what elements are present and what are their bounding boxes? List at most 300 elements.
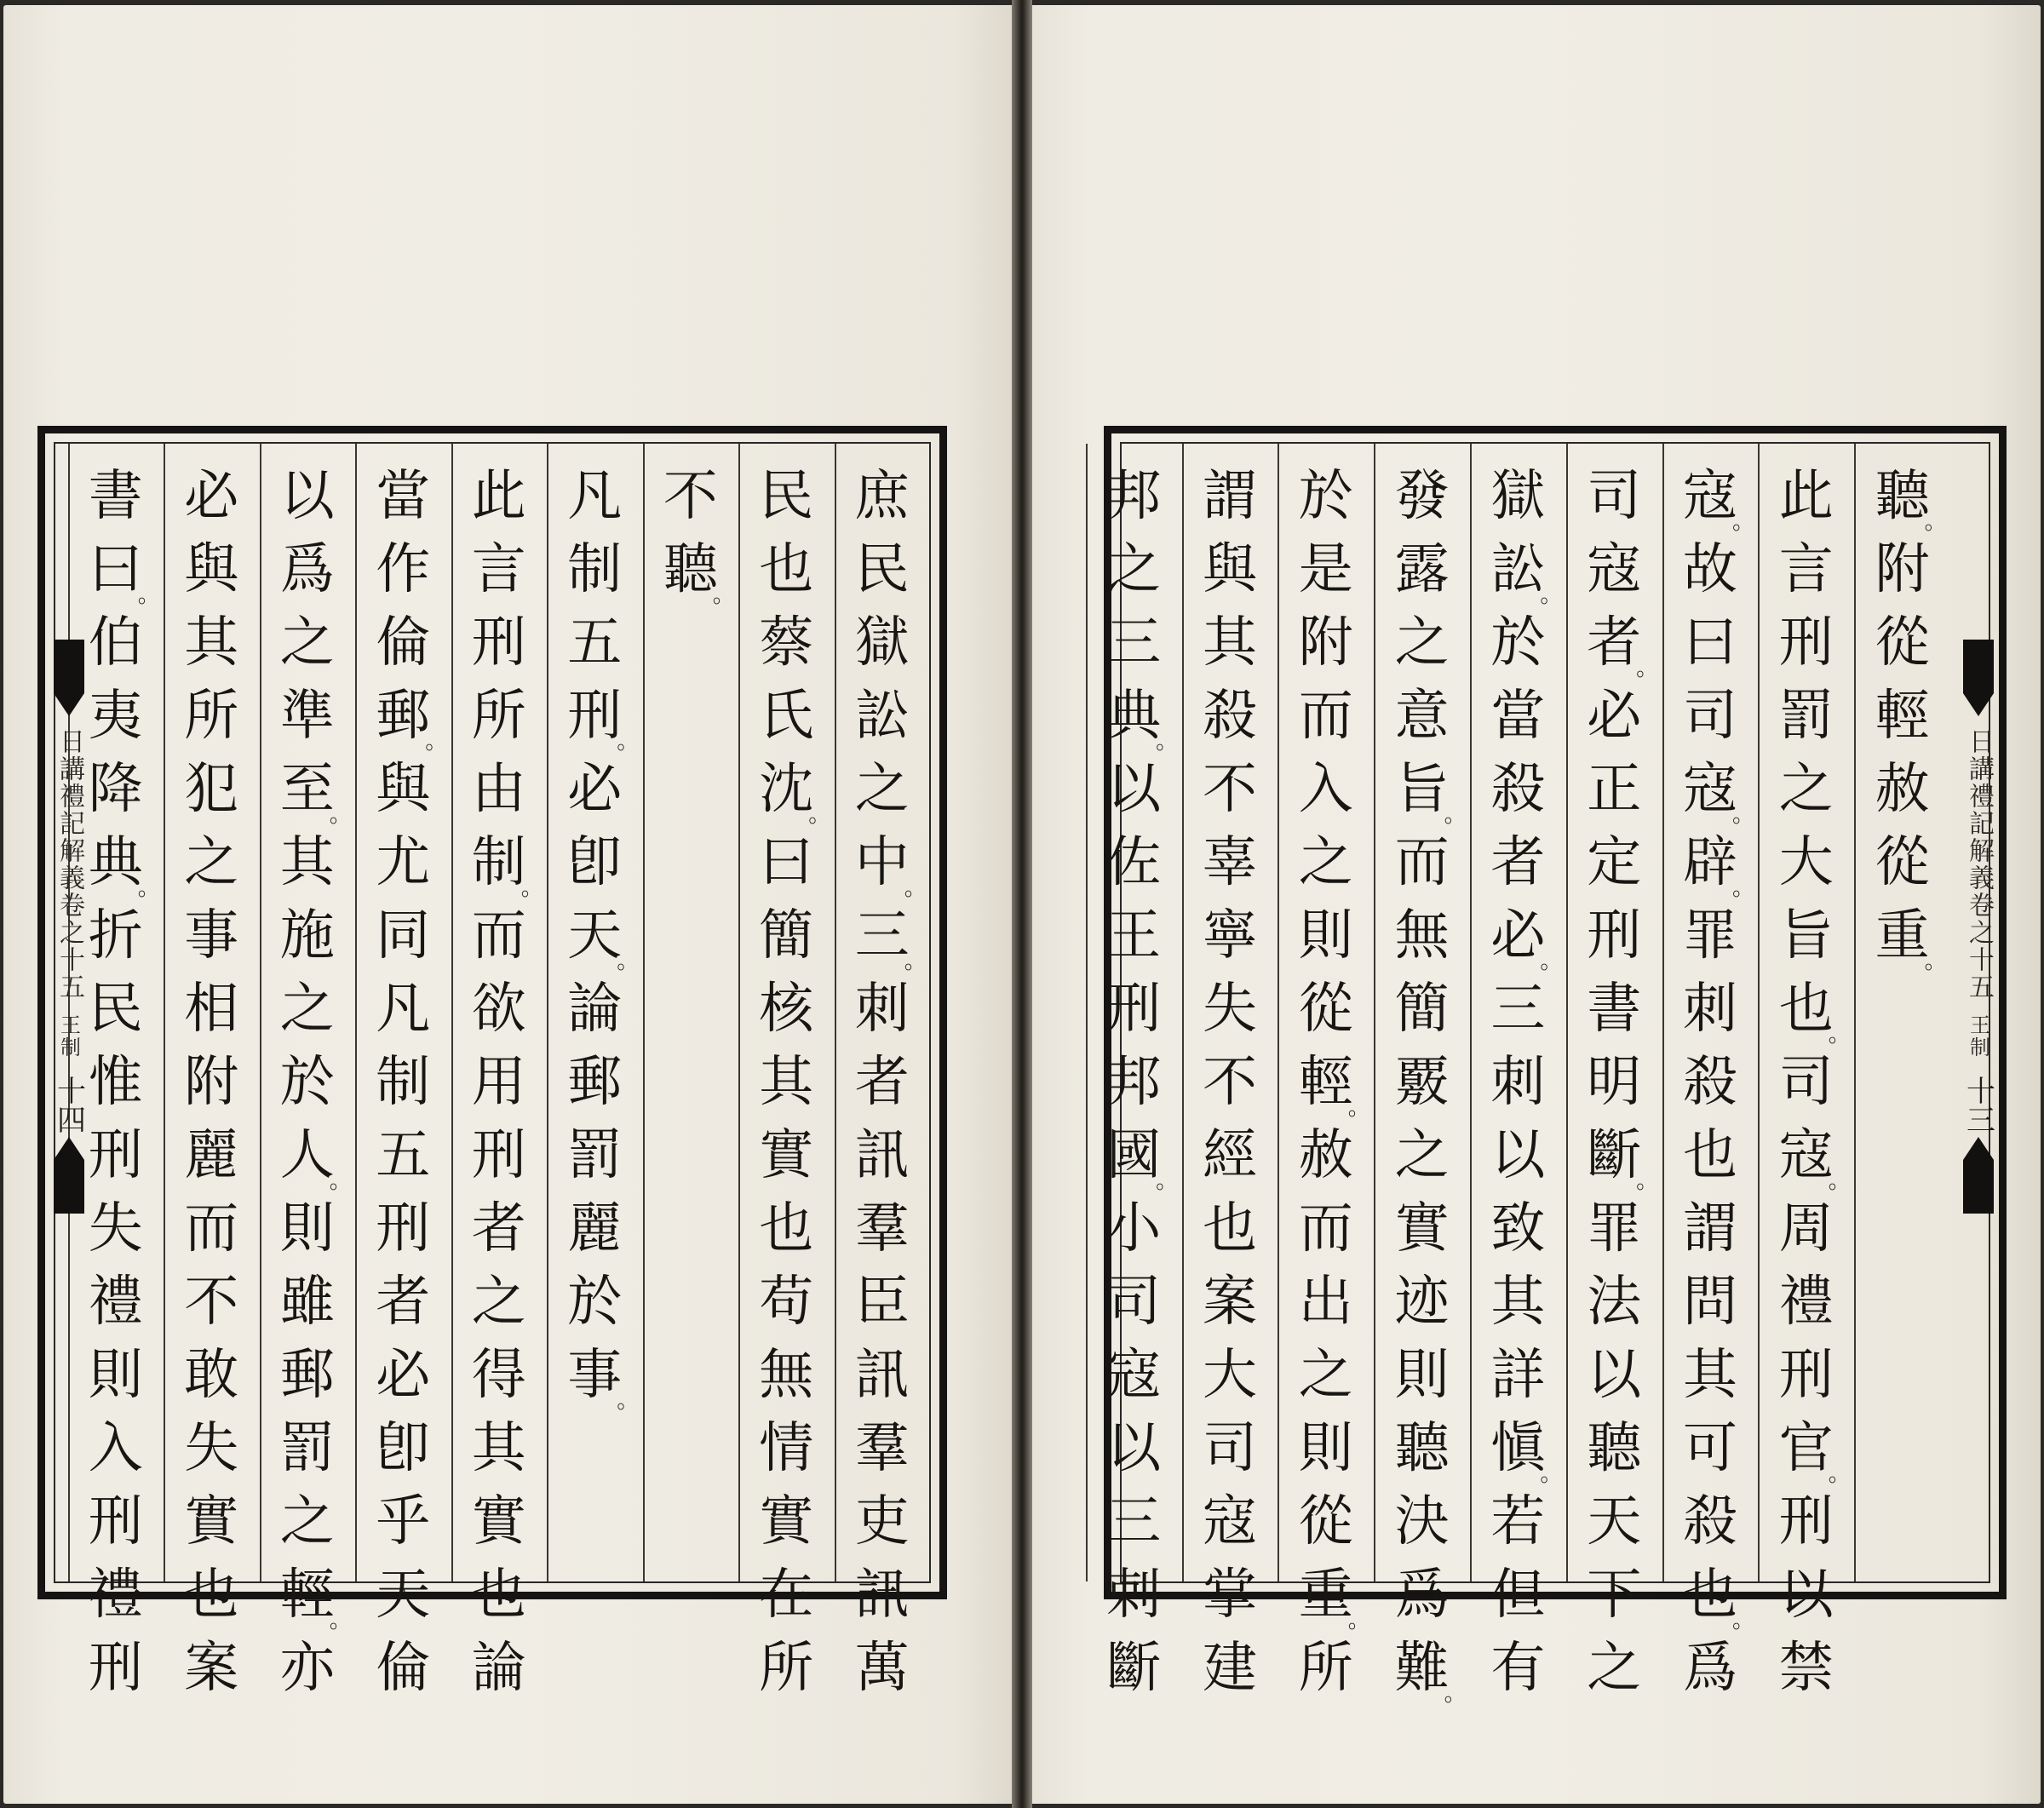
character: 以 (1490, 1124, 1546, 1187)
character: 羣 (854, 1417, 910, 1480)
character: 作 (376, 538, 431, 601)
spine-title: 日講禮記解義卷之十五 (55, 728, 84, 1001)
character: 禮 (88, 1564, 143, 1627)
character: 聽 (1394, 1417, 1450, 1480)
character: 言 (1778, 538, 1834, 601)
character: 於 (279, 1051, 335, 1114)
character: 之 (854, 758, 910, 821)
character: 訟 (854, 685, 910, 748)
punctuation-circle: 。 (425, 729, 448, 755)
character: 旨 (1394, 758, 1450, 821)
character: 天 (567, 904, 623, 967)
character: 羣 (854, 1197, 910, 1260)
character: 獄 (1490, 465, 1546, 528)
character: 刑 (88, 1124, 143, 1187)
character: 萬 (854, 1637, 910, 1700)
character: 愼 (1490, 1417, 1546, 1480)
character: 其 (1490, 1271, 1546, 1334)
column-rule (1662, 444, 1664, 1581)
character: 入 (88, 1417, 143, 1480)
character: 當 (376, 465, 431, 528)
character: 論 (567, 978, 623, 1041)
punctuation-circle: 。 (1636, 656, 1659, 681)
character: 者 (376, 1271, 431, 1334)
character: 重 (1875, 904, 1930, 967)
character: 之 (279, 1490, 335, 1553)
character: 民 (854, 538, 910, 601)
character: 至 (279, 758, 335, 821)
character: 無 (759, 1344, 814, 1407)
character: 殺 (1683, 1490, 1737, 1553)
character: 之 (1394, 1124, 1450, 1187)
character: 之 (471, 1271, 526, 1334)
character: 實 (759, 1490, 814, 1553)
character: 凡 (376, 978, 431, 1041)
character: 若 (1490, 1490, 1546, 1553)
character: 其 (1683, 1344, 1737, 1407)
character: 實 (759, 1124, 814, 1187)
character: 書 (1587, 978, 1642, 1041)
character: 殺 (1490, 758, 1546, 821)
punctuation-circle: 。 (1444, 1681, 1467, 1707)
character: 刑 (471, 1124, 526, 1187)
character: 寇 (1106, 1344, 1162, 1407)
character: 書 (88, 465, 143, 528)
character: 爲 (1394, 1564, 1450, 1627)
column-rule (164, 444, 165, 1581)
character: 刺 (1683, 978, 1737, 1041)
character: 出 (1298, 1271, 1353, 1334)
character: 訊 (854, 1564, 910, 1627)
character: 於 (567, 1271, 623, 1334)
character: 邦 (1106, 465, 1162, 528)
character: 入 (1298, 758, 1353, 821)
punctuation-circle: 。 (1540, 1461, 1563, 1487)
text-column (836, 460, 928, 1700)
character: 寧 (1203, 904, 1257, 967)
character: 迹 (1394, 1271, 1450, 1334)
character: 之 (1587, 1637, 1642, 1700)
character: 相 (184, 978, 239, 1041)
character: 在 (759, 1564, 814, 1627)
left-page-spine (47, 444, 91, 1581)
character: 其 (1203, 611, 1257, 674)
character: 必 (1490, 904, 1546, 967)
character: 無 (1394, 904, 1450, 967)
character: 也 (1683, 1124, 1737, 1187)
text-column (1857, 460, 1949, 1584)
character: 夷 (88, 685, 143, 748)
character: 寇 (1203, 1490, 1257, 1553)
character: 也 (759, 538, 814, 601)
character: 刑 (376, 1197, 431, 1260)
character: 問 (1683, 1271, 1737, 1334)
punctuation-circle: 。 (617, 1388, 640, 1414)
text-column (1088, 460, 1180, 1700)
character: 正 (1587, 758, 1642, 821)
character: 故 (1683, 538, 1737, 601)
character: 此 (1778, 465, 1834, 528)
character: 卽 (567, 831, 623, 894)
character: 則 (279, 1197, 335, 1260)
character: 官 (1778, 1417, 1834, 1480)
character: 罰 (567, 1124, 623, 1187)
character: 下 (1587, 1564, 1642, 1627)
character: 所 (759, 1637, 814, 1700)
character: 可 (1683, 1417, 1737, 1480)
character: 乎 (376, 1490, 431, 1553)
character: 準 (279, 685, 335, 748)
punctuation-circle: 。 (1731, 802, 1754, 828)
character: 不 (184, 1271, 239, 1334)
character: 其 (279, 831, 335, 894)
character: 則 (1298, 904, 1353, 967)
character: 訊 (854, 1124, 910, 1187)
character: 之 (1778, 758, 1834, 821)
character: 從 (1298, 1490, 1353, 1553)
character: 麗 (184, 1124, 239, 1187)
character: 從 (1875, 611, 1930, 674)
column-rule (260, 444, 261, 1581)
character: 寇 (1683, 758, 1737, 821)
character: 不 (663, 465, 718, 528)
character: 吏 (854, 1490, 910, 1553)
punctuation-circle: 。 (1540, 583, 1563, 608)
punctuation-circle: 。 (1156, 729, 1179, 755)
page-number: 十三 (1961, 1076, 1995, 1134)
character: 決 (1394, 1490, 1450, 1553)
punctuation-circle: 。 (1828, 1461, 1851, 1487)
character: 以 (1106, 758, 1162, 821)
character: 斷 (1106, 1637, 1162, 1700)
column-rule (1086, 444, 1088, 1581)
character: 與 (376, 758, 431, 821)
character: 必 (184, 465, 239, 528)
character: 大 (1778, 831, 1834, 894)
character: 旨 (1778, 904, 1834, 967)
character: 意 (1394, 685, 1450, 748)
text-column (1664, 460, 1756, 1700)
punctuation-circle: 。 (1347, 1608, 1370, 1633)
character: 輕 (1875, 685, 1930, 748)
text-column (548, 460, 640, 1584)
character: 從 (1298, 978, 1353, 1041)
character: 曰 (88, 538, 143, 601)
character: 折 (88, 904, 143, 967)
punctuation-circle: 。 (1828, 1022, 1851, 1047)
character: 失 (184, 1417, 239, 1480)
character: 其 (184, 611, 239, 674)
character: 者 (1587, 611, 1642, 674)
column-rule (738, 444, 740, 1581)
character: 與 (1203, 538, 1257, 601)
character: 得 (471, 1344, 526, 1407)
character: 三 (1106, 611, 1162, 674)
character: 赦 (1298, 1124, 1353, 1187)
character: 與 (184, 538, 239, 601)
character: 也 (1683, 1564, 1737, 1627)
text-column (1760, 460, 1852, 1700)
character: 所 (184, 685, 239, 748)
character: 民 (759, 465, 814, 528)
character: 司 (1778, 1051, 1834, 1114)
character: 言 (471, 538, 526, 601)
character: 輕 (1298, 1051, 1353, 1114)
punctuation-circle: 。 (329, 802, 352, 828)
character: 敢 (184, 1344, 239, 1407)
character: 致 (1490, 1197, 1546, 1260)
character: 者 (854, 1051, 910, 1114)
character: 刺 (854, 978, 910, 1041)
character: 惟 (88, 1051, 143, 1114)
character: 民 (88, 978, 143, 1041)
character: 沈 (759, 758, 814, 821)
character: 麗 (567, 1197, 623, 1260)
character: 氏 (759, 685, 814, 748)
character: 也 (1203, 1197, 1257, 1260)
punctuation-circle: 。 (1924, 949, 1947, 974)
character: 之 (1394, 611, 1450, 674)
column-rule (1278, 444, 1279, 1581)
character: 司 (1203, 1417, 1257, 1480)
character: 簡 (1394, 978, 1450, 1041)
character: 者 (1490, 831, 1546, 894)
character: 三 (854, 904, 910, 967)
text-column (1280, 460, 1372, 1700)
column-rule (1854, 444, 1856, 1581)
punctuation-circle: 。 (1156, 1168, 1179, 1194)
character: 刑 (1778, 611, 1834, 674)
character: 則 (88, 1344, 143, 1407)
text-column (261, 460, 353, 1700)
character: 也 (184, 1564, 239, 1627)
character: 欲 (471, 978, 526, 1041)
text-column (1184, 460, 1276, 1700)
character: 附 (1298, 611, 1353, 674)
punctuation-circle: 。 (1347, 1095, 1370, 1121)
character: 郵 (376, 685, 431, 748)
punctuation-circle: 。 (137, 583, 160, 608)
character: 獄 (854, 611, 910, 674)
book-gutter (1012, 0, 1032, 1808)
character: 制 (376, 1051, 431, 1114)
text-column (1376, 460, 1468, 1707)
character: 赦 (1875, 758, 1930, 821)
character: 訟 (1490, 538, 1546, 601)
character: 必 (567, 758, 623, 821)
character: 實 (184, 1490, 239, 1553)
text-column (1568, 460, 1660, 1700)
character: 必 (1587, 685, 1642, 748)
punctuation-circle: 。 (904, 949, 927, 974)
character: 禁 (1778, 1637, 1834, 1700)
fish-tail-ornament (1963, 1137, 1994, 1214)
character: 輕 (279, 1564, 335, 1627)
character: 發 (1394, 465, 1450, 528)
character: 司 (1587, 465, 1642, 528)
character: 天 (1587, 1490, 1642, 1553)
character: 所 (1298, 1637, 1353, 1700)
character: 三 (1106, 1490, 1162, 1553)
column-rule (451, 444, 453, 1581)
character: 司 (1683, 685, 1737, 748)
character: 簡 (759, 904, 814, 967)
character: 人 (279, 1124, 335, 1187)
character: 此 (471, 465, 526, 528)
character: 實 (1394, 1197, 1450, 1260)
character: 聽 (1875, 465, 1930, 528)
punctuation-circle: 。 (520, 875, 543, 901)
fish-tail-ornament (54, 1137, 84, 1214)
character: 而 (1298, 685, 1353, 748)
punctuation-circle: 。 (1731, 875, 1754, 901)
character: 之 (1106, 538, 1162, 601)
character: 天 (376, 1564, 431, 1627)
character: 詳 (1490, 1344, 1546, 1407)
character: 卽 (376, 1417, 431, 1480)
character: 案 (1203, 1271, 1257, 1334)
character: 苟 (759, 1271, 814, 1334)
character: 之 (1298, 831, 1353, 894)
character: 罪 (1587, 1197, 1642, 1260)
punctuation-circle: 。 (712, 583, 735, 608)
spine-section: 王制 (1966, 1014, 1990, 1059)
character: 刺 (1106, 1564, 1162, 1627)
character: 事 (184, 904, 239, 967)
character: 由 (471, 758, 526, 821)
character: 五 (567, 611, 623, 674)
character: 而 (1298, 1197, 1353, 1260)
character: 有 (1490, 1637, 1546, 1700)
character: 於 (1298, 465, 1353, 528)
character: 法 (1587, 1271, 1642, 1334)
character: 寇 (1778, 1124, 1834, 1187)
character: 之 (279, 611, 335, 674)
character: 國 (1106, 1124, 1162, 1187)
character: 實 (471, 1490, 526, 1553)
character: 曰 (1683, 611, 1737, 674)
character: 以 (279, 465, 335, 528)
character: 覈 (1394, 1051, 1450, 1114)
character: 刑 (88, 1637, 143, 1700)
character: 亦 (279, 1637, 335, 1700)
punctuation-circle: 。 (904, 875, 927, 901)
character: 斷 (1587, 1124, 1642, 1187)
character: 寇 (1587, 538, 1642, 601)
character: 犯 (184, 758, 239, 821)
character: 附 (1875, 538, 1930, 601)
character: 而 (184, 1197, 239, 1260)
character: 當 (1490, 685, 1546, 748)
character: 臣 (854, 1271, 910, 1334)
character: 不 (1203, 758, 1257, 821)
character: 必 (376, 1344, 431, 1407)
character: 訊 (854, 1344, 910, 1407)
character: 刑 (1587, 904, 1642, 967)
character: 佐 (1106, 831, 1162, 894)
character: 之 (1298, 1344, 1353, 1407)
character: 刑 (1106, 978, 1162, 1041)
character: 論 (471, 1637, 526, 1700)
character: 聽 (663, 538, 718, 601)
character: 其 (759, 1051, 814, 1114)
spine-section: 王制 (56, 1014, 81, 1059)
character: 罰 (279, 1417, 335, 1480)
character: 露 (1394, 538, 1450, 601)
character: 而 (1394, 831, 1450, 894)
character: 伯 (88, 611, 143, 674)
punctuation-circle: 。 (1444, 802, 1467, 828)
column-rule (1470, 444, 1472, 1581)
punctuation-circle: 。 (1731, 509, 1754, 535)
character: 郵 (279, 1344, 335, 1407)
character: 情 (759, 1417, 814, 1480)
character: 則 (1298, 1417, 1353, 1480)
character: 庶 (854, 465, 910, 528)
spine-title: 日講禮記解義卷之十五 (1964, 728, 1994, 1001)
page-number: 十四 (51, 1076, 86, 1134)
character: 刑 (1778, 1344, 1834, 1407)
character: 五 (376, 1124, 431, 1187)
character: 案 (184, 1637, 239, 1700)
character: 禮 (88, 1271, 143, 1334)
column-rule (1566, 444, 1568, 1581)
character: 典 (88, 831, 143, 894)
fish-tail-ornament (1963, 640, 1994, 716)
punctuation-circle: 。 (1731, 1608, 1754, 1633)
character: 降 (88, 758, 143, 821)
text-column (740, 460, 832, 1700)
character: 辟 (1683, 831, 1737, 894)
character: 小 (1106, 1197, 1162, 1260)
column-rule (643, 444, 645, 1581)
column-rule (355, 444, 357, 1581)
character: 明 (1587, 1051, 1642, 1114)
character: 建 (1203, 1637, 1257, 1700)
text-column (165, 460, 257, 1700)
character: 殺 (1203, 685, 1257, 748)
character: 掌 (1203, 1564, 1257, 1627)
character: 於 (1490, 611, 1546, 674)
character: 爲 (279, 538, 335, 601)
character: 同 (376, 904, 431, 967)
character: 是 (1298, 538, 1353, 601)
character: 典 (1106, 685, 1162, 748)
character: 重 (1298, 1564, 1353, 1627)
character: 凡 (567, 465, 623, 528)
character: 定 (1587, 831, 1642, 894)
character: 曰 (759, 831, 814, 894)
punctuation-circle: 。 (329, 1608, 352, 1633)
punctuation-circle: 。 (329, 1168, 352, 1194)
punctuation-circle: 。 (1828, 1168, 1851, 1194)
text-column (453, 460, 545, 1700)
column-rule (547, 444, 548, 1581)
character: 辜 (1203, 831, 1257, 894)
character: 制 (567, 538, 623, 601)
character: 則 (1394, 1344, 1450, 1407)
punctuation-circle: 。 (617, 729, 640, 755)
character: 刑 (567, 685, 623, 748)
character: 不 (1203, 1051, 1257, 1114)
character: 禮 (1778, 1271, 1834, 1334)
character: 從 (1875, 831, 1930, 894)
character: 制 (471, 831, 526, 894)
character: 之 (184, 831, 239, 894)
character: 刺 (1490, 1051, 1546, 1114)
right-page-spine (1956, 444, 2001, 1581)
text-column (1472, 460, 1564, 1700)
